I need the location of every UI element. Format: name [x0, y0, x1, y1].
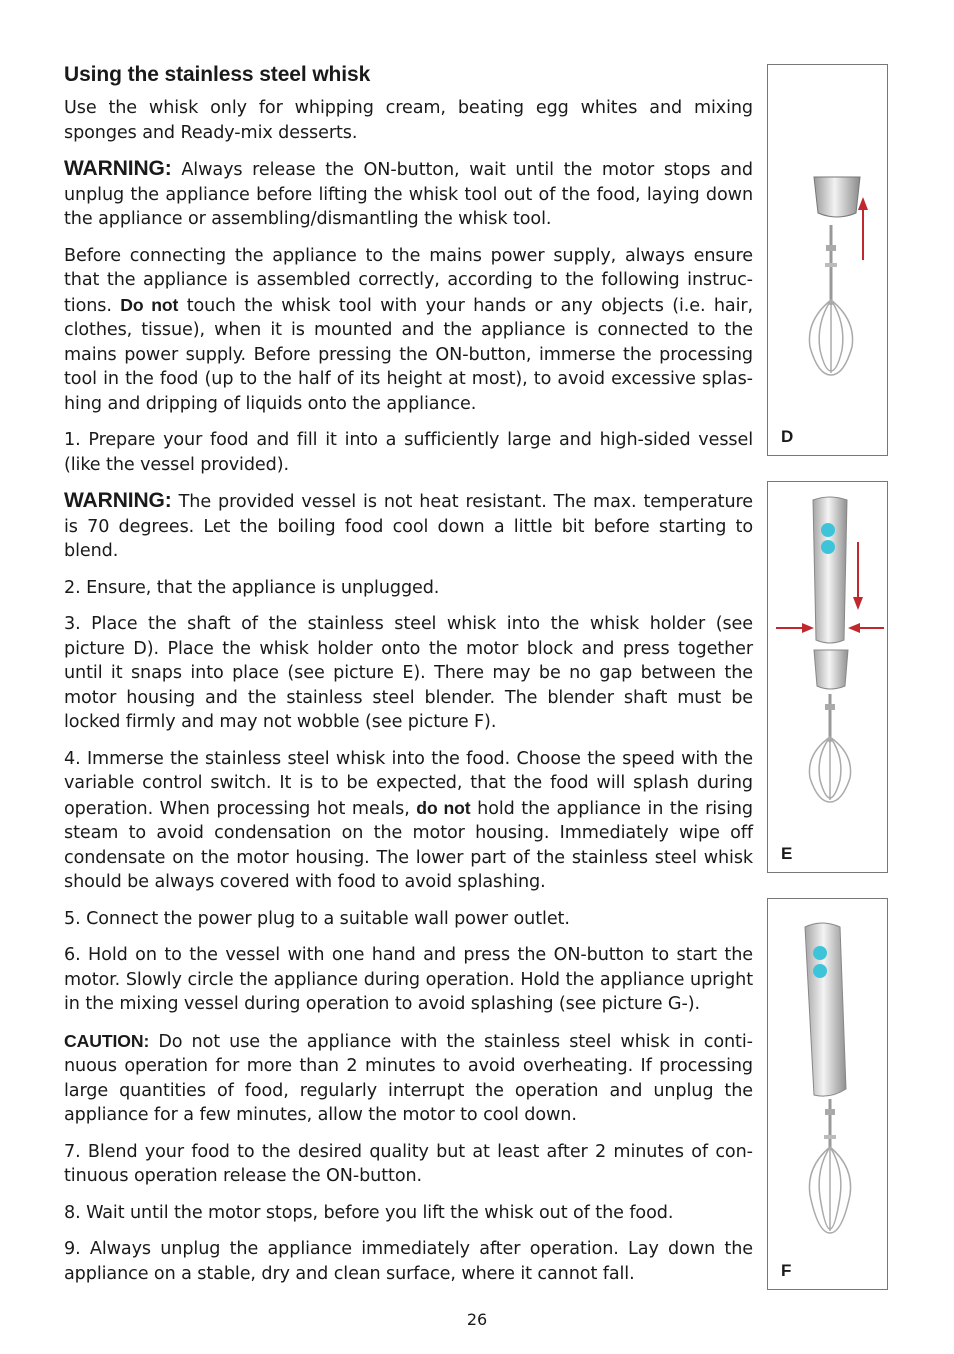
- step-2: 2. Ensure, that the appliance is unplugged.: [64, 577, 440, 598]
- intro-paragraph: Use the whisk only for whipping cream, beating egg whites and mixing sponges and Ready-mix desserts.: [64, 98, 753, 143]
- caution-paragraph: [64, 1029, 753, 1128]
- on-button-icon: [813, 964, 827, 978]
- step-7: 7. Blend your food to the desired quality but at least after 2 minutes of continuous operation release the ON-button.: [64, 1141, 753, 1186]
- on-button-icon: [821, 540, 835, 554]
- do-not-emphasis: do not: [416, 797, 471, 818]
- page-number: 26: [466, 1310, 488, 1329]
- whisk-holder-removal-illustration: [768, 65, 889, 457]
- warning-label: WARNING:: [64, 157, 172, 180]
- step-9: 9. Always unplug the appliance immediately after operation. Lay down the appliance on a stable, dry and clean surface, where it cannot fall.: [64, 1239, 753, 1284]
- caution-text: Do not use the appliance with the stainless steel whisk in continuous operation for more than 2 minutes to avoid overheating. If processing large quantities of food, regularly interrupt the operation and unplug the appliance for a few minutes, allow the motor to cool down.: [64, 1031, 753, 1125]
- assembled-whisk-illustration: [768, 899, 889, 1291]
- step-6: 6. Hold on to the vessel with one hand and press the ON-button to start the motor. Slowly circle the appliance during operation. Hold the appliance upright in the mixing vessel during operation to avoid splashing (see picture G-).: [64, 945, 753, 1014]
- step-5: 5. Connect the power plug to a suitable wall power outlet.: [64, 908, 570, 929]
- speed-button-icon: [821, 523, 835, 537]
- step-3: 3. Place the shaft of the stainless steel whisk into the whisk holder (see picture D). Place the whisk holder onto the motor block and press together until it snaps into place (see picture E). There may be no gap between the motor housing and the stainless steel blender. The blender shaft must be locked firmly and may not wobble (see picture F).: [64, 614, 753, 732]
- figure-d-panel: [767, 64, 888, 456]
- figure-e-label: E: [781, 844, 793, 863]
- step-8: 8. Wait until the motor stops, before you lift the whisk out of the food.: [64, 1202, 674, 1223]
- step-4: [64, 747, 753, 895]
- warning-paragraph-1: [64, 157, 753, 232]
- warning-text: The provided vessel is not heat resistant. The max. temperature is 70 degrees. Let the boiling food cool down a little bit before starting to blend.: [64, 492, 753, 561]
- before-connecting-text-2: touch the whisk tool with your hands or any objects (i.e. hair, clothes, tissue), when it is mounted and the appliance is connected to the mains power supply. Before pressing the ON-button, immerse the processing tool in the food (up to the half of its height at most), to avoid excessive splashing and dripping of liquids onto the appliance.: [64, 295, 754, 414]
- speed-button-icon: [813, 946, 827, 960]
- warning-paragraph-2: [64, 489, 753, 564]
- caution-label: CAUTION:: [64, 1030, 150, 1051]
- whisk-attaching-illustration: [768, 482, 889, 874]
- section-heading: Using the stainless steel whisk: [64, 63, 371, 86]
- warning-label: WARNING:: [64, 489, 172, 512]
- do-not-emphasis: Do not: [120, 294, 179, 315]
- figure-e-panel: [767, 481, 888, 873]
- step-4-text-1: 4. Immerse the stainless steel whisk into the food. Choose the speed with the variable control switch. It is to be expected, that the food will splash during operation. When processing hot meals,: [64, 748, 753, 819]
- before-connecting-text-1: Before connecting the appliance to the mains power supply, always ensure that the appliance is assembled correctly, according to the following instructions.: [64, 245, 753, 316]
- warning-text: Always release the ON-button, wait until the motor stops and unplug the appliance before lifting the whisk tool out of the food, laying down the appliance or assembling/dismantling the whisk tool.: [64, 160, 753, 229]
- figure-d-label: D: [781, 427, 794, 446]
- step-1: 1. Prepare your food and fill it into a sufficiently large and high-sided vessel (like the vessel provided).: [64, 430, 753, 475]
- figure-f-label: F: [781, 1261, 792, 1280]
- step-4-text-2: hold the appliance in the rising steam to avoid condensation on the motor housing. Immediately wipe off condensate on the motor housing. The lower part of the stainless steel whisk should be always covered with food to avoid splashing.: [64, 798, 753, 892]
- figure-f-panel: [767, 898, 888, 1290]
- before-connecting-paragraph: [64, 244, 753, 417]
- text-column: [64, 60, 753, 1298]
